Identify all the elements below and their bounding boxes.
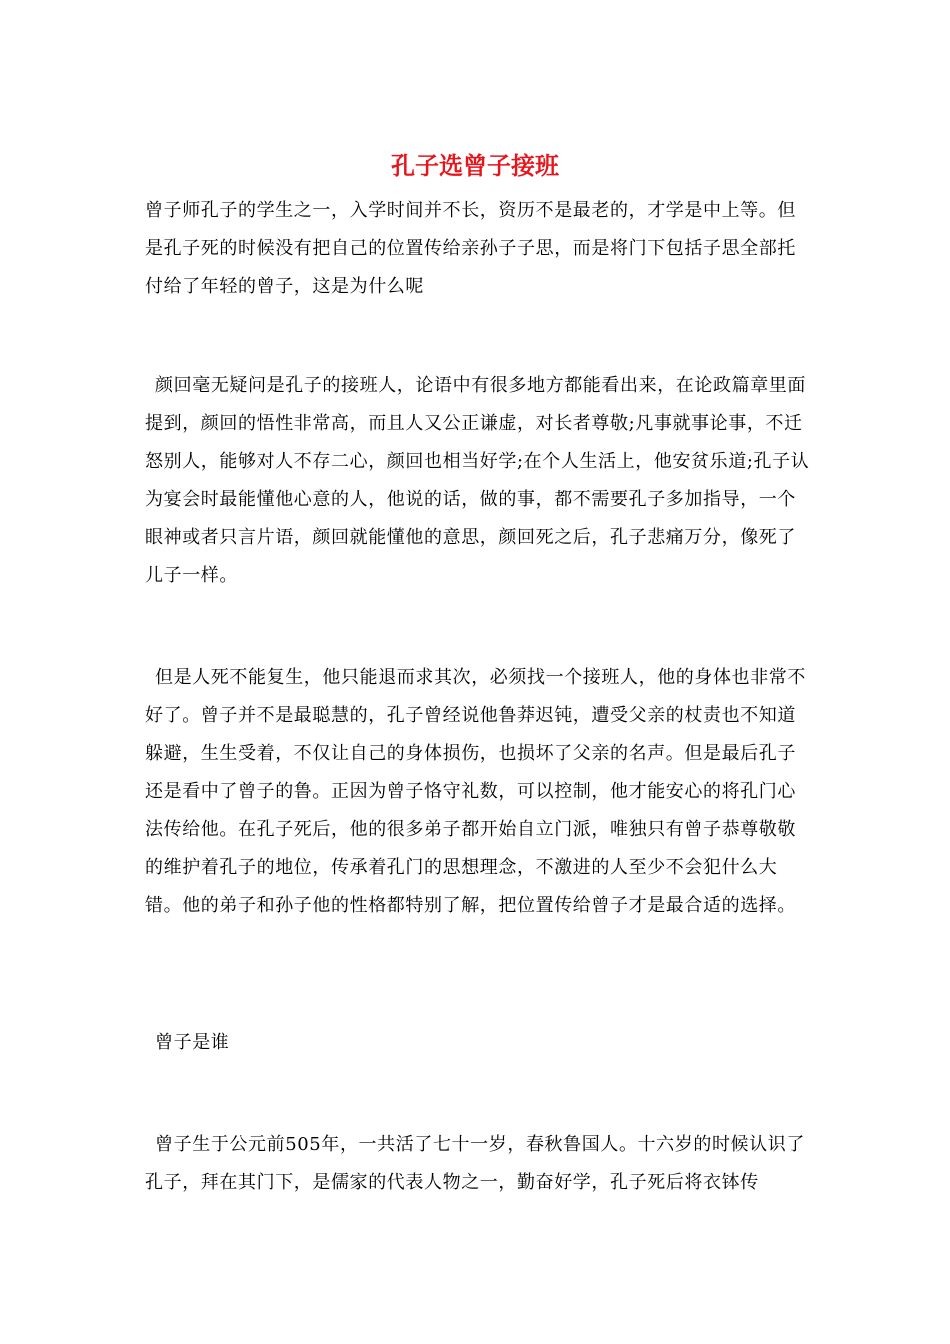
paragraph-zengzi-bio: 曾子生于公元前505年，一共活了七十一岁，春秋鲁国人。十六岁的时候认识了孔子，拜在其门下，是儒家的代表人物之一，勤奋好学，孔子死后将衣钵传 <box>145 1134 805 1193</box>
paragraph-yanhui: 颜回毫无疑问是孔子的接班人，论语中有很多地方都能看出来，在论政篇章里面提到，颜回的悟性非常高，而且人又公正谦虚，对长者尊敬;凡事就事论事，不迁怒别人，能够对人不存二心，颜回也相当好学;在个人生活上，他安贫乐道;孔子认为宴会时最能懂他心意的人，他说的话，做的事，都不需要孔子多加指导，一个眼神或者只言片语，颜回就能懂他的意思，颜回死之后，孔子悲痛万分，像死了儿子一样。 <box>145 375 810 586</box>
paragraph-zengzi-choice: 但是人死不能复生，他只能退而求其次，必须找一个接班人，他的身体也非常不好了。曾子并不是最聪慧的，孔子曾经说他鲁莽迟钝，遭受父亲的杖责也不知道躲避，生生受着，不仅让自己的身体损伤，也损坏了父亲的名声。但是最后孔子还是看中了曾子的鲁。正因为曾子恪守礼数，可以控制，他才能安心的将孔门心法传给他。在孔子死后，他的很多弟子都开始自立门派，唯独只有曾子恭尊敬敬的维护着孔子的地位，传承着孔门的思想理念，不激进的人至少不会犯什么大错。他的弟子和孙子他的性格都特别了解，把位置传给曾子才是最合适的选择。 <box>145 667 806 916</box>
document-title: 孔子选曾子接班 <box>391 151 559 180</box>
section-heading-who-is-zengzi: 曾子是谁 <box>155 1032 230 1053</box>
paragraph-intro: 曾子师孔子的学生之一，入学时间并不长，资历不是最老的，才学是中上等。但是孔子死的时候没有把自己的位置传给亲孙子子思，而是将门下包括子思全部托付给了年轻的曾子，这是为什么呢 <box>145 200 796 297</box>
